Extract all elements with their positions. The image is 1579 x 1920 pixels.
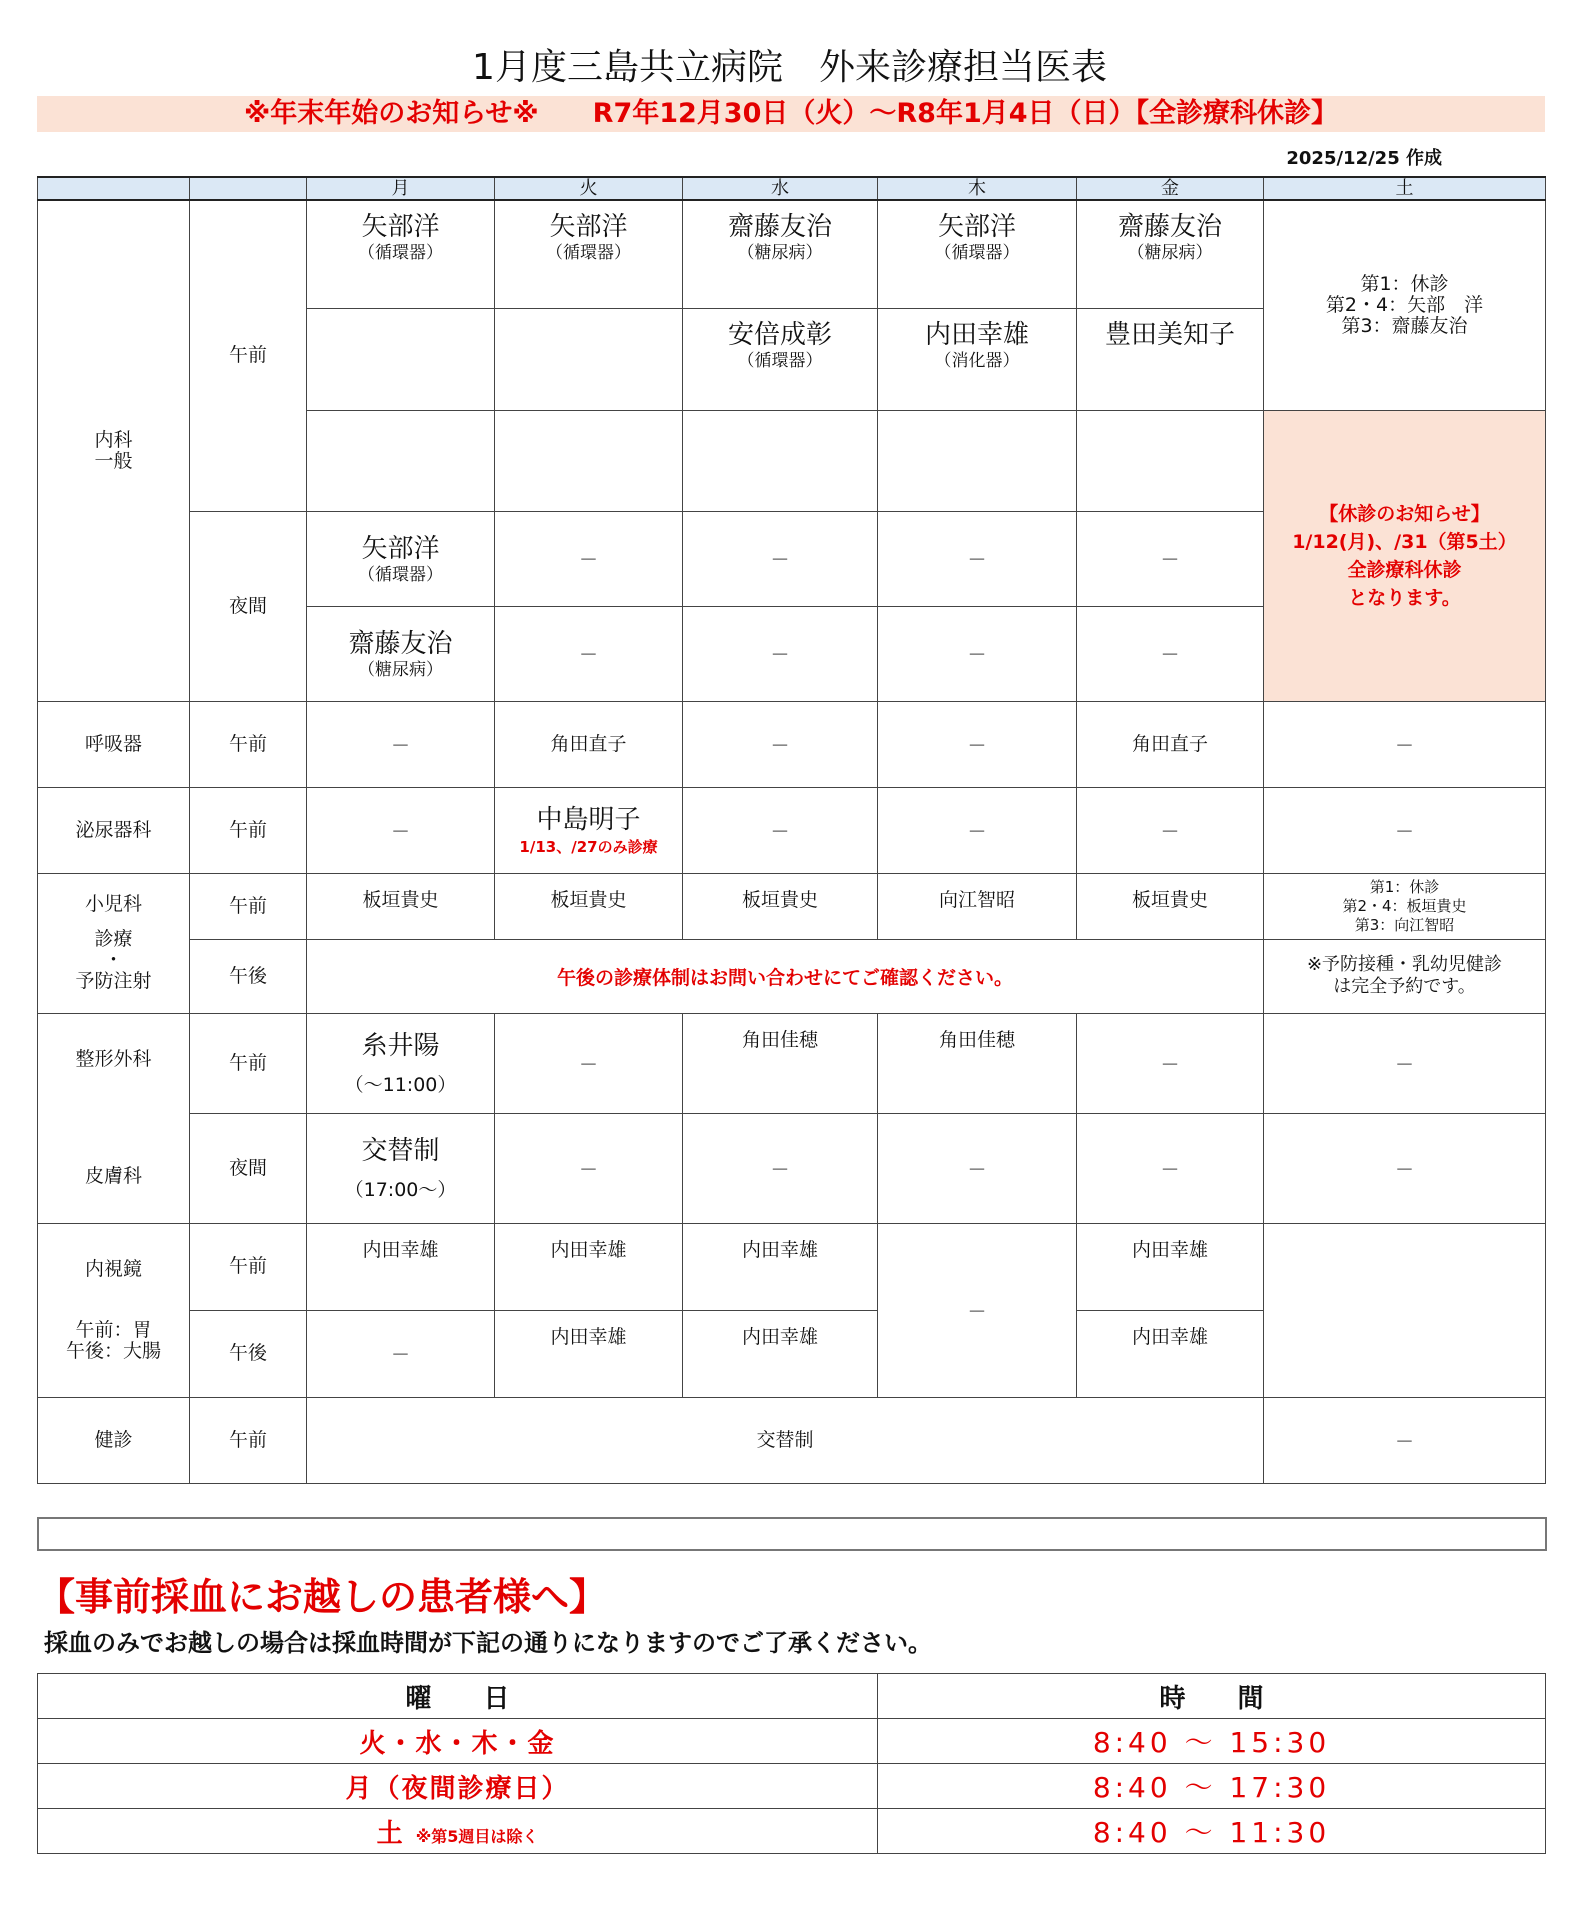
blood-day: 月（夜間診療日）	[38, 1764, 878, 1809]
dept-naishi: 内視鏡 午前：胃 午後：大腸	[38, 1223, 190, 1397]
empty-cell: －	[1077, 511, 1264, 606]
table-row	[38, 939, 1546, 1013]
doctor-cell: 内田幸雄	[495, 1223, 683, 1310]
dept-kenshin: 健診	[38, 1397, 190, 1483]
header-row	[38, 177, 1546, 200]
time-label: 午前	[190, 701, 307, 787]
doctor-cell: 向江智昭	[878, 873, 1077, 939]
time-label: 夜間	[190, 511, 307, 701]
empty-cell: －	[1077, 1013, 1264, 1113]
created-date: 2025/12/25 作成	[1286, 148, 1442, 169]
empty-cell: －	[307, 701, 495, 787]
time-label: 午前	[190, 1013, 307, 1113]
empty-cell: －	[1077, 787, 1264, 873]
dept-naika: 内科 一般	[38, 200, 190, 701]
time-label: 午後	[190, 939, 307, 1013]
blood-subtitle: 採血のみでお越しの場合は採血時間が下記の通りになりますのでご了承ください。	[44, 1629, 932, 1657]
doctor-cell: 齋藤友治 （糖尿病）	[683, 200, 878, 308]
doctor-cell: 板垣貴史	[495, 873, 683, 939]
doctor-cell: 板垣貴史	[1077, 873, 1264, 939]
table-row	[38, 1013, 1546, 1113]
empty-cell: －	[878, 1113, 1077, 1223]
day-wed: 水	[683, 177, 878, 200]
sat-naika-am: 第1：休診 第2・4：矢部 洋 第3：齋藤友治	[1264, 200, 1546, 410]
doctor-cell: 矢部洋 （循環器）	[495, 200, 683, 308]
dept-kokyuki: 呼吸器	[38, 701, 190, 787]
empty-cell: －	[683, 511, 878, 606]
col-day: 曜 日	[38, 1674, 878, 1719]
empty-cell: －	[878, 787, 1077, 873]
day-fri: 金	[1077, 177, 1264, 200]
time-label: 夜間	[190, 1113, 307, 1223]
doctor-cell: 矢部洋 （循環器）	[307, 511, 495, 606]
blood-day: 火・水・木・金	[38, 1719, 878, 1764]
doctor-cell: 内田幸雄 （消化器）	[878, 308, 1077, 410]
time-label: 午前	[190, 873, 307, 939]
empty-cell: －	[495, 511, 683, 606]
sat-shoni-pm: ※予防接種・乳幼児健診 は完全予約です。	[1264, 939, 1546, 1013]
doctor-cell: 角田佳穂	[683, 1013, 878, 1113]
doctor-cell: 内田幸雄	[683, 1223, 878, 1310]
time-label: 午前	[190, 1397, 307, 1483]
day-tue: 火	[495, 177, 683, 200]
time-label: 午前	[190, 200, 307, 511]
empty-cell: －	[878, 511, 1077, 606]
empty-cell: －	[1077, 606, 1264, 701]
doctor-cell: 角田佳穂	[878, 1013, 1077, 1113]
doctor-cell: 矢部洋 （循環器）	[307, 200, 495, 308]
dept-hinyoki: 泌尿器科	[38, 787, 190, 873]
sat-closure-notice: 【休診のお知らせ】 1/12(月)、/31（第5土） 全診療科休診 となります。	[1264, 410, 1546, 701]
page-title: 1月度三島共立病院 外来診療担当医表	[472, 47, 1107, 88]
empty-cell: －	[1264, 787, 1546, 873]
blood-day: 土 ※第5週目は除く	[38, 1809, 878, 1854]
empty-cell	[1264, 1223, 1546, 1397]
table-row	[38, 701, 1546, 787]
empty-cell: －	[1264, 701, 1546, 787]
doctor-cell: 安倍成彰 （循環器）	[683, 308, 878, 410]
doctor-cell: 齋藤友治 （糖尿病）	[307, 606, 495, 701]
table-row	[38, 1223, 1546, 1310]
empty-cell: －	[683, 606, 878, 701]
doctor-cell: 板垣貴史	[683, 873, 878, 939]
empty-cell: －	[495, 1113, 683, 1223]
table-row	[38, 1397, 1546, 1483]
doctor-cell: 内田幸雄	[1077, 1223, 1264, 1310]
table-row	[38, 1809, 1546, 1854]
empty-cell: －	[1264, 1113, 1546, 1223]
empty-cell: －	[878, 701, 1077, 787]
blank-box	[37, 1517, 1547, 1551]
table-row	[38, 787, 1546, 873]
blood-table	[37, 1673, 1546, 1854]
dept-shoni: 小児科 診療 ・ 予防注射	[38, 873, 190, 1013]
doctor-cell: 齋藤友治 （糖尿病）	[1077, 200, 1264, 308]
pm-notice: 午後の診療体制はお問い合わせにてご確認ください。	[307, 939, 1264, 1013]
doctor-cell: 角田直子	[1077, 701, 1264, 787]
empty-cell: －	[1264, 1397, 1546, 1483]
col-time: 時 間	[878, 1674, 1546, 1719]
empty-cell: －	[683, 787, 878, 873]
doctor-cell: 内田幸雄	[307, 1223, 495, 1310]
day-mon: 月	[307, 177, 495, 200]
time-label: 午前	[190, 787, 307, 873]
blood-time: 8:40 ～ 15:30	[878, 1719, 1546, 1764]
table-row	[38, 873, 1546, 939]
time-label: 午後	[190, 1310, 307, 1397]
doctor-cell: 内田幸雄	[1077, 1310, 1264, 1397]
empty-cell: －	[307, 1310, 495, 1397]
empty-cell: －	[1264, 1013, 1546, 1113]
empty-cell: －	[495, 606, 683, 701]
table-row	[38, 200, 1546, 308]
table-row	[38, 1764, 1546, 1809]
empty-cell: －	[495, 1013, 683, 1113]
blood-heading: 【事前採血にお越しの患者様へ】	[37, 1575, 608, 1619]
doctor-cell: 矢部洋 （循環器）	[878, 200, 1077, 308]
empty-cell: －	[878, 606, 1077, 701]
dept-seikei: 整形外科 皮膚科	[38, 1013, 190, 1223]
blood-header-row	[38, 1674, 1546, 1719]
sat-shoni-am: 第1：休診 第2・4：板垣貴史 第3：向江智昭	[1264, 873, 1546, 939]
empty-cell: －	[683, 1113, 878, 1223]
doctor-cell: 内田幸雄	[683, 1310, 878, 1397]
doctor-cell: 角田直子	[495, 701, 683, 787]
table-row	[38, 1719, 1546, 1764]
doctor-cell: 豊田美知子	[1077, 308, 1264, 410]
doctor-cell: 板垣貴史	[307, 873, 495, 939]
empty-cell: －	[307, 787, 495, 873]
blood-time: 8:40 ～ 17:30	[878, 1764, 1546, 1809]
blood-time: 8:40 ～ 11:30	[878, 1809, 1546, 1854]
day-thu: 木	[878, 177, 1077, 200]
empty-cell: －	[683, 701, 878, 787]
doctor-cell: 内田幸雄	[495, 1310, 683, 1397]
table-row	[38, 1113, 1546, 1223]
time-label: 午前	[190, 1223, 307, 1310]
schedule-table	[37, 176, 1546, 1484]
kenshin-weekday: 交替制	[307, 1397, 1264, 1483]
doctor-cell: 糸井陽 （～11:00）	[307, 1013, 495, 1113]
empty-cell: －	[878, 1223, 1077, 1397]
holiday-notice: ※年末年始のお知らせ※ R7年12月30日（火）～R8年1月4日（日）【全診療科休診】	[37, 96, 1545, 132]
day-sat: 土	[1264, 177, 1546, 200]
doctor-cell: 中島明子 1/13、/27のみ診療	[495, 787, 683, 873]
empty-cell: －	[1077, 1113, 1264, 1223]
doctor-cell: 交替制 （17:00～）	[307, 1113, 495, 1223]
